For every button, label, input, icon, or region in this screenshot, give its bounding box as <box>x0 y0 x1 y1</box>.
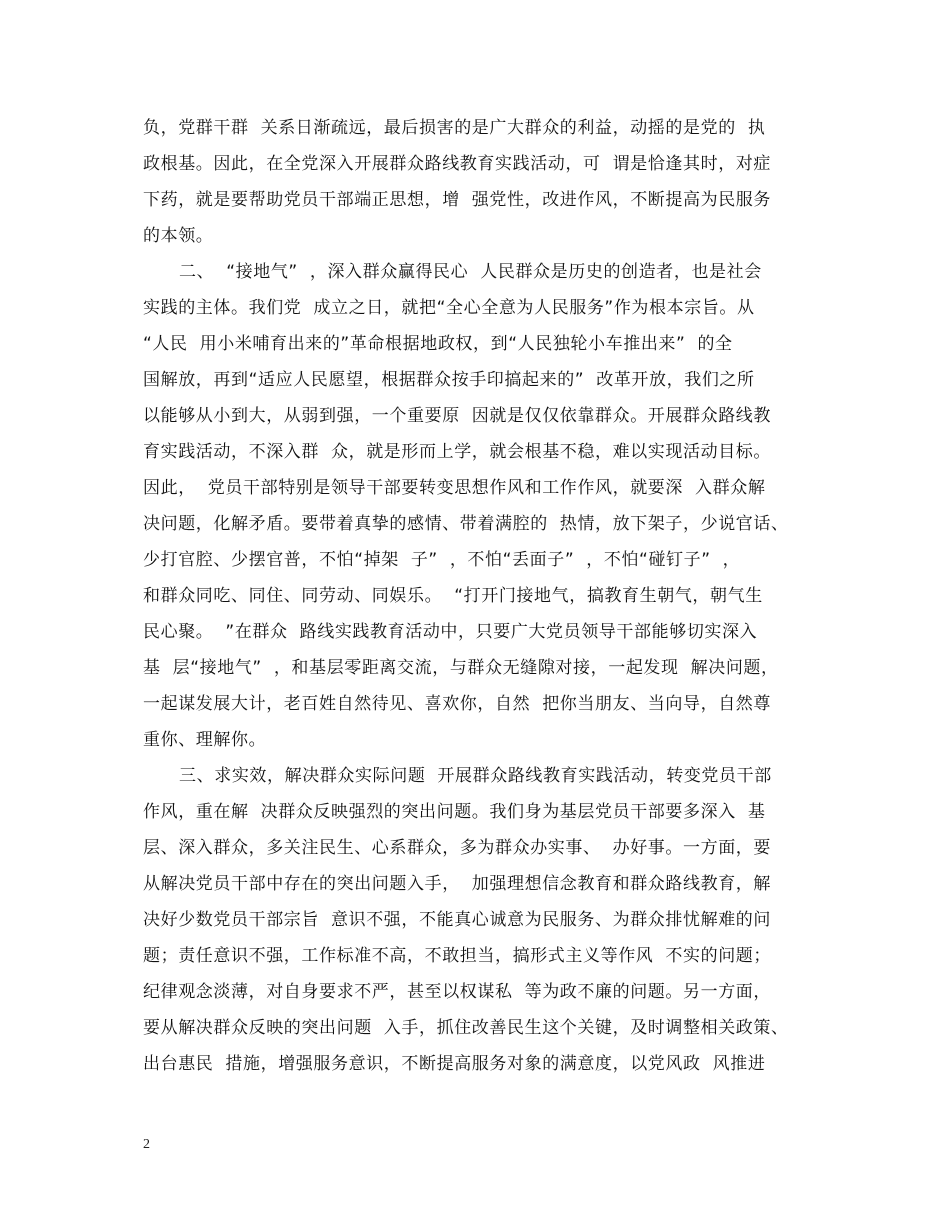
text-line: 重你、理解你。 <box>143 730 267 750</box>
text-line: 一起谋发展大计，老百姓自然待见、喜欢你，自然 把你当朋友、当向导，自然尊 <box>143 694 772 714</box>
text-line: 要从解决群众反映的突出问题 入手，抓住改善民生这个关键，及时调整相关政策、 <box>143 1018 789 1038</box>
text-line: 国解放，再到“适应人民愿望，根据群众按手印搞起来的” 改革开放，我们之所 <box>143 370 755 390</box>
text-line: 育实践活动，不深入群 众，就是形而上学，就会根基不稳，难以实现活动目标。 <box>143 442 772 462</box>
text-line: 政根基。因此，在全党深入开展群众路线教育实践活动，可 谓是恰逢其时，对症 <box>143 154 772 174</box>
text-line: 基 层“接地气” ，和基层零距离交流，与群众无缝隙对接，一起发现 解决问题， <box>143 658 779 678</box>
text-line: “人民 用小米哺育出来的”革命根据地政权，到“人民独轮小车推出来” 的全 <box>143 334 733 354</box>
text-line: 从解决党员干部中存在的突出问题入手， 加强理想信念教育和群众路线教育，解 <box>143 874 772 894</box>
text-line: 因此， 党员干部特别是领导干部要转变思想作风和工作作风，就要深 入群众解 <box>143 478 766 498</box>
text-line: 少打官腔、少摆官普，不怕“掉架 子” ，不怕“丢面子” ，不怕“碰钉子” ， <box>143 550 741 570</box>
text-line: 和群众同吃、同住、同劳动、同娱乐。 “打开门接地气，搞教育生朝气，朝气生 <box>143 586 763 606</box>
section-heading-line: 三、求实效，解决群众实际问题 开展群众路线教育实践活动，转变党员干部 <box>143 766 772 786</box>
text-line: 负，党群干群 关系日渐疏远，最后损害的是广大群众的利益，动摇的是党的 执 <box>143 118 766 138</box>
section-heading-line: 二、 “接地气” ，深入群众赢得民心 人民群众是历史的创造者，也是社会 <box>143 262 762 282</box>
text-line: 作风，重在解 决群众反映强烈的突出问题。我们身为基层党员干部要多深入 基 <box>143 802 766 822</box>
text-line: 纪律观念淡薄，对自身要求不严，甚至以权谋私 等为政不廉的问题。另一方面， <box>143 982 772 1002</box>
text-line: 的本领。 <box>143 226 214 246</box>
text-line: 决问题，化解矛盾。要带着真挚的感情、带着满腔的 热情，放下架子，少说官话、 <box>143 514 789 534</box>
text-line: 实践的主体。我们党 成立之日，就把“全心全意为人民服务”作为根本宗旨。从 <box>143 298 755 318</box>
text-line: 以能够从小到大，从弱到强，一个重要原 因就是仅仅依靠群众。开展群众路线教 <box>143 406 772 426</box>
text-line: 出台惠民 措施，增强服务意识，不断提高服务对象的满意度，以党风政 风推进 <box>143 1054 766 1074</box>
text-line: 下药，就是要帮助党员干部端正思想，增 强党性，改进作风，不断提高为民服务 <box>143 190 772 210</box>
text-line: 题；责任意识不强，工作标准不高，不敢担当，搞形式主义等作风 不实的问题； <box>143 946 772 966</box>
text-line: 民心聚。 ”在群众 路线实践教育活动中，只要广大党员领导干部能够切实深入 <box>143 622 758 642</box>
text-line: 决好少数党员干部宗旨 意识不强，不能真心诚意为民服务、为群众排忧解难的问 <box>143 910 772 930</box>
text-line: 层、深入群众，多关注民生、心系群众，多为群众办实事、 办好事。一方面，要 <box>143 838 772 858</box>
page-number: 2 <box>143 1137 150 1152</box>
